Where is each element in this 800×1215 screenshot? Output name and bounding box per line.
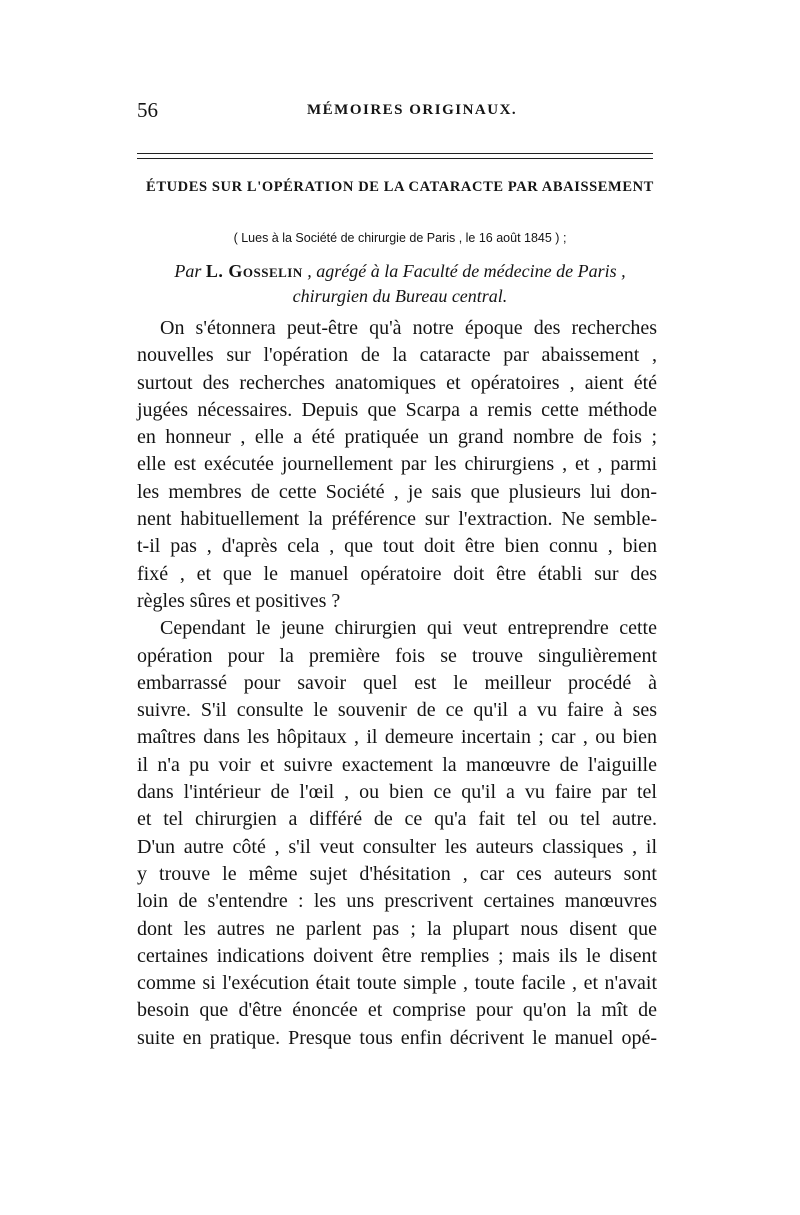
page-number: 56 — [137, 98, 158, 122]
byline-prefix: Par — [174, 261, 206, 281]
reading-note: ( Lues à la Société de chirurgie de Paris , le 16 août 1845 ) ; — [233, 231, 567, 245]
text-line: besoin que d'être énoncée et comprise pour qu'on la mît de — [137, 999, 657, 1022]
text-line: surtout des recherches anatomiques et opératoires , aient été — [137, 371, 657, 394]
text-line: et tel chirurgien a différé de ce qu'a fait tel ou tel autre. — [137, 808, 657, 831]
text-line: en honneur , elle a été pratiquée un grand nombre de fois ; — [137, 426, 657, 449]
header-rule-top — [137, 153, 653, 154]
byline — [120, 259, 680, 309]
text-line: y trouve le même sujet d'hésitation , car ces auteurs sont — [137, 862, 657, 885]
byline-line-1 — [120, 259, 680, 284]
byline-affiliation: , agrégé à la Faculté de médecine de Paris , — [302, 261, 626, 281]
paragraph-1 — [137, 315, 657, 615]
text-line: suite en pratique. Presque tous enfin décrivent le manuel opé- — [137, 1026, 657, 1049]
body-text — [137, 315, 657, 1052]
text-line: D'un autre côté , s'il veut consulter les auteurs classiques , il — [137, 835, 657, 858]
paragraph-2 — [137, 615, 657, 1052]
text-line: dans l'intérieur de l'œil , ou bien ce qu'il a vu faire par tel — [137, 781, 657, 804]
text-line: elle est exécutée journellement par les chirurgiens , et , parmi — [137, 453, 657, 476]
text-line: les membres de cette Société , je sais que plusieurs lui don- — [137, 480, 657, 503]
header-rule-bottom — [137, 158, 653, 159]
text-line: maîtres dans les hôpitaux , il demeure incertain ; car , ou bien — [137, 726, 657, 749]
text-line: certaines indications doivent être remplies ; mais ils le disent — [137, 944, 657, 967]
text-line: suivre. S'il consulte le souvenir de ce qu'il a vu faire à ses — [137, 699, 657, 722]
author-name: L. Gosselin — [205, 261, 303, 281]
text-line: t-il pas , d'après cela , que tout doit être bien connu , bien — [137, 535, 657, 558]
text-line: nouvelles sur l'opération de la cataracte par abaissement , — [137, 344, 657, 367]
text-line: comme si l'exécution était toute simple , toute facile , et n'avait — [137, 972, 657, 995]
text-line: jugées nécessaires. Depuis que Scarpa a remis cette méthode — [137, 398, 657, 421]
text-line: On s'étonnera peut-être qu'à notre époque des recherches — [160, 317, 657, 339]
article-title: ÉTUDES SUR L'OPÉRATION DE LA CATARACTE PAR ABAISSEMENT — [146, 179, 654, 195]
running-head — [137, 98, 657, 124]
text-line: Cependant le jeune chirurgien qui veut entreprendre cette — [160, 617, 657, 640]
text-line: loin de s'entendre : les uns prescrivent certaines manœuvres — [137, 890, 657, 913]
byline-line-2: chirurgien du Bureau central. — [292, 286, 508, 306]
text-line: règles sûres et positives ? — [137, 589, 341, 612]
text-line: opération pour la première fois se trouve singulièrement — [137, 644, 657, 667]
text-line: nent habituellement la préférence sur l'extraction. Ne semble- — [137, 508, 657, 531]
running-title: MÉMOIRES ORIGINAUX. — [307, 102, 518, 118]
text-line: embarrassé pour savoir quel est le meilleur procédé à — [137, 671, 657, 694]
text-line: fixé , et que le manuel opératoire doit être établi sur des — [137, 562, 657, 585]
text-line: il n'a pu voir et suivre exactement la manœuvre de l'aiguille — [137, 753, 657, 776]
text-line: dont les autres ne parlent pas ; la plupart nous disent que — [137, 917, 657, 940]
